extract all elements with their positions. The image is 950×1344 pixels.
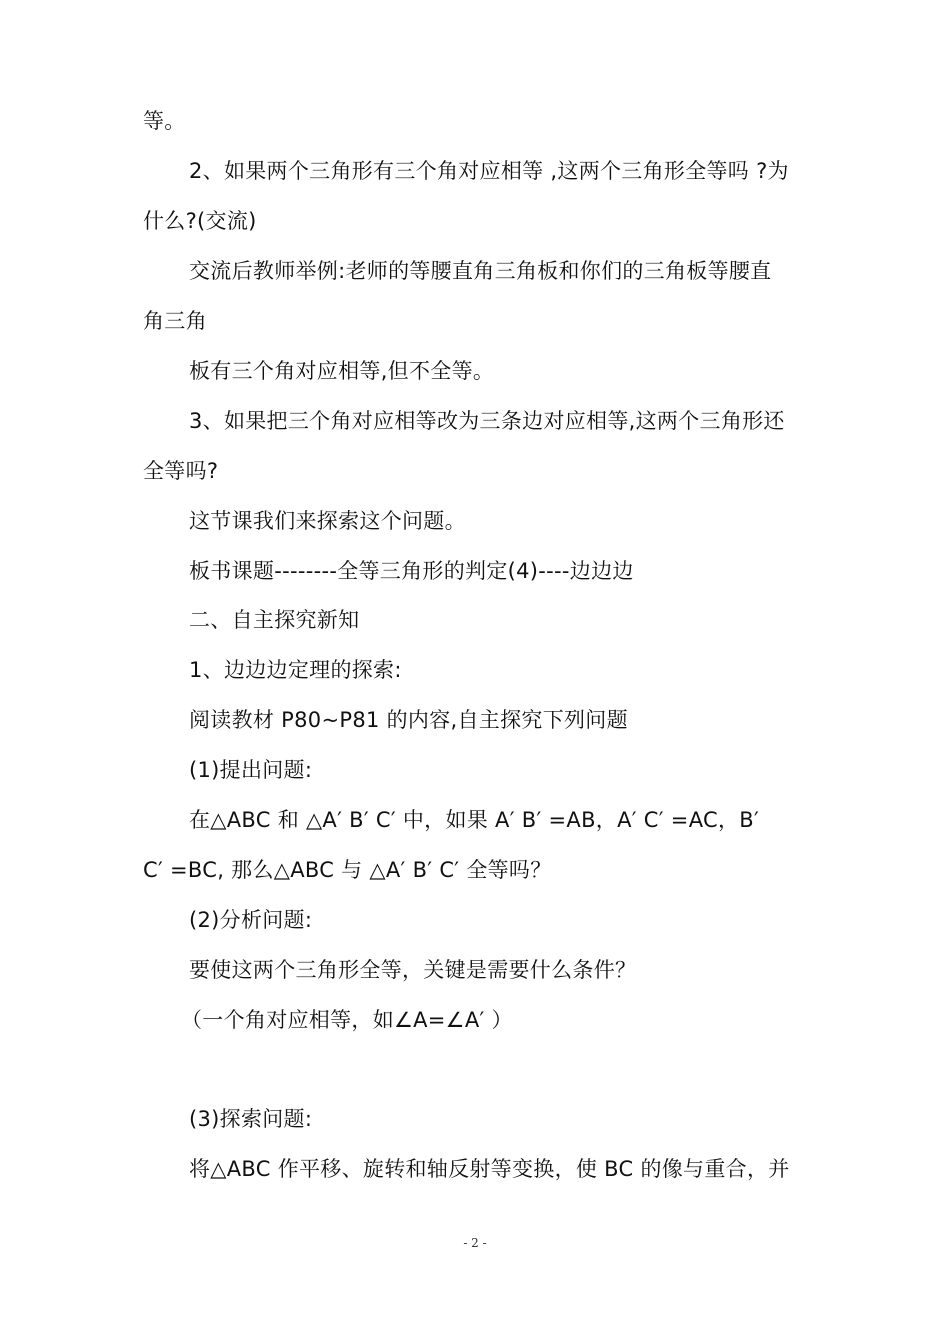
text-line: 全等吗?	[143, 459, 219, 483]
text-line: 3、如果把三个角对应相等改为三条边对应相等,这两个三角形还	[189, 409, 785, 433]
step-heading: (3)探索问题:	[189, 1107, 313, 1131]
lesson-title-line: 板书课题--------全等三角形的判定(4)----边边边	[189, 559, 634, 583]
text-line: 什么?(交流)	[143, 209, 257, 233]
step-heading: (1)提出问题:	[189, 758, 313, 782]
text-line: 要使这两个三角形全等，关键是需要什么条件？	[189, 958, 637, 982]
section-heading: 二、自主探究新知	[189, 608, 360, 632]
text-line: 2、如果两个三角形有三个角对应相等 ,这两个三角形全等吗 ?为	[189, 159, 789, 183]
text-line: 交流后教师举例:老师的等腰直角三角板和你们的三角板等腰直	[189, 259, 772, 283]
step-heading: (2)分析问题:	[189, 908, 313, 932]
text-line: 将△ABC 作平移、旋转和轴反射等变换，使 BC 的像与重合，并	[189, 1157, 790, 1181]
text-line: 等。	[143, 109, 186, 133]
text-line: 角三角	[143, 309, 207, 333]
text-line: 这节课我们来探索这个问题。	[189, 509, 466, 533]
page-number: - 2 -	[463, 1236, 487, 1250]
text-line: （一个角对应相等，如∠A=∠A′ ）	[181, 1008, 513, 1032]
text-line: 阅读教材 P80~P81 的内容,自主探究下列问题	[189, 708, 628, 732]
text-line: 板有三个角对应相等,但不全等。	[189, 359, 495, 383]
text-line: C′ =BC, 那么△ABC 与 △A′ B′ C′ 全等吗？	[143, 858, 552, 882]
subsection-heading: 1、边边边定理的探索:	[189, 658, 402, 682]
text-line: 在△ABC 和 △A′ B′ C′ 中，如果 A′ B′ =AB，A′ C′ =AC，B′	[189, 808, 760, 832]
